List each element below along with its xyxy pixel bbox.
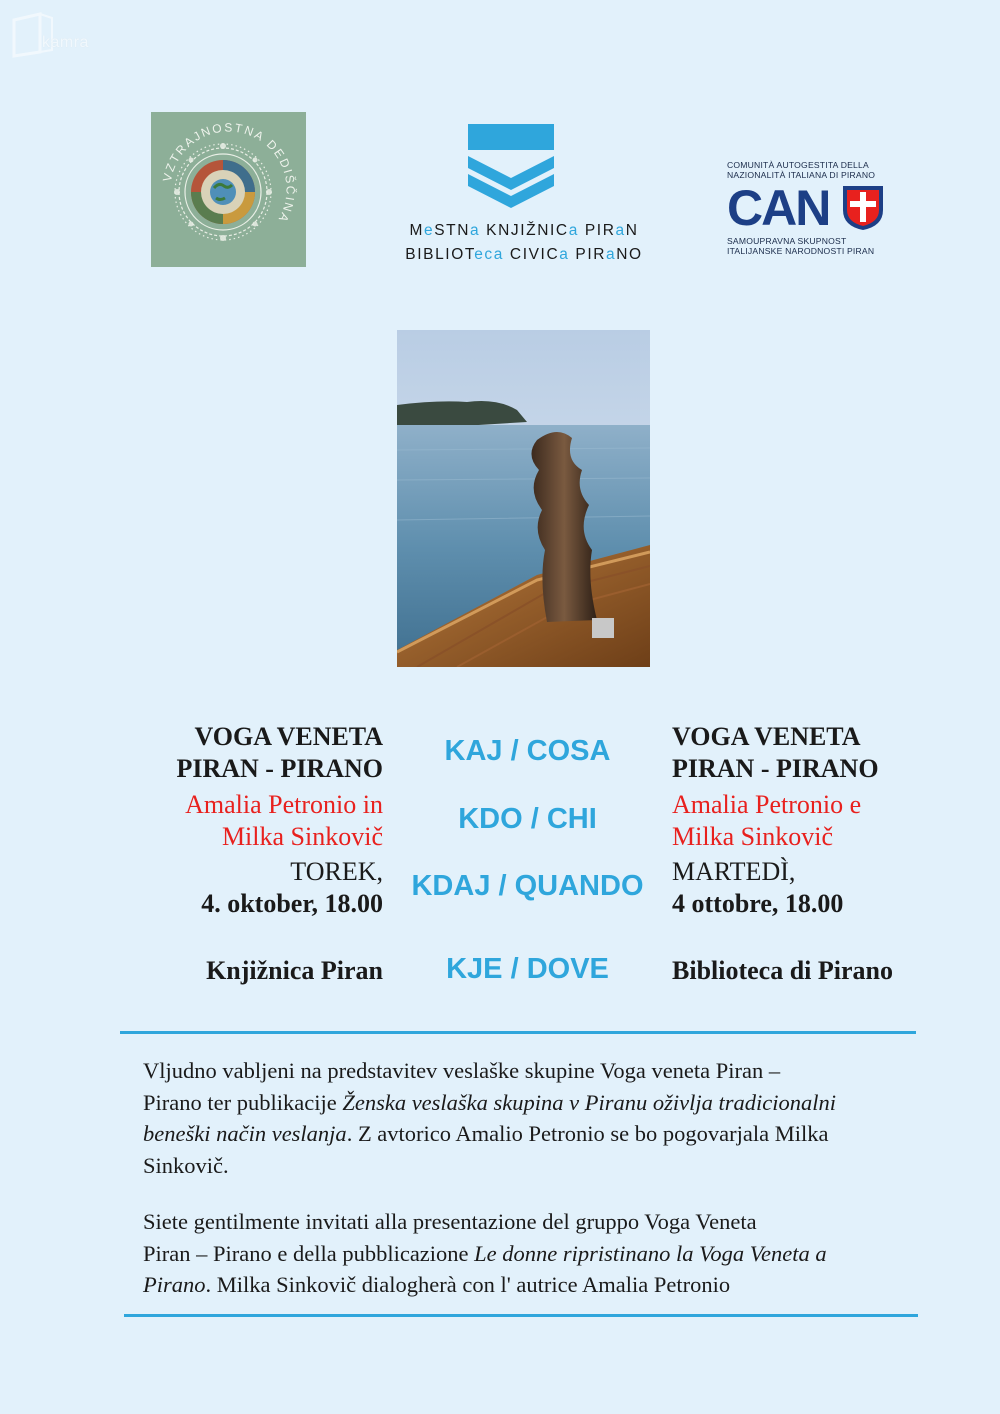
logo-ring-text: VZTRAJNOSTNA DEDIŠČINA (159, 120, 298, 226)
right-date: 4 ottobre, 18.00 (672, 889, 844, 918)
sl-line-2 (143, 1087, 923, 1119)
left-title-line-2: PIRAN - PIRANO (176, 754, 383, 783)
it-line-3 (143, 1269, 923, 1301)
label-when: KDAJ / QUANDO (411, 870, 644, 902)
left-date: 4. oktober, 18.00 (201, 889, 383, 918)
can-top-line-1: COMUNITÀ AUTOGESTITA DELLA (727, 160, 869, 170)
lib-text: N (625, 222, 639, 239)
sl-text: Pirano ter publikacije (143, 1089, 343, 1115)
lib-text: STN (434, 222, 471, 239)
invitation-italian (143, 1206, 923, 1301)
kamra-watermark (10, 12, 120, 58)
right-who-line-1: Amalia Petronio e (672, 790, 862, 819)
sl-publication-title-end: beneški način veslanja (143, 1121, 347, 1146)
sl-text: . Z avtorico Amalio Petronio se bo pogovarjala Milka (346, 1121, 829, 1146)
lib-text-accent: a (559, 246, 570, 263)
can-top-line-2: NAZIONALITÀ ITALIANA DI PIRANO (727, 170, 876, 180)
it-text: . Milka Sinkovič dialogherà con l' autrice Amalia Petronio (205, 1272, 731, 1297)
library-name-italian (384, 246, 664, 264)
lib-text-accent: e (423, 222, 435, 239)
right-who-line-2: Milka Sinkovič (672, 822, 834, 851)
library-name-slovene (384, 222, 664, 240)
it-line-2 (143, 1238, 923, 1270)
sl-line-4: Sinkovič. (143, 1152, 229, 1178)
can-mark-icon (725, 182, 890, 232)
divider-top (120, 1031, 916, 1034)
can-logo (725, 158, 890, 263)
lib-text: KNJIŽNIC (480, 222, 569, 239)
lib-text: PIR (569, 246, 607, 263)
left-who-line-1: Amalia Petronio in (185, 790, 383, 819)
it-line-1: Siete gentilmente invitati alla presentazione del gruppo Voga Veneta (143, 1209, 757, 1234)
label-where: KJE / DOVE (446, 953, 609, 985)
lib-text-accent: a (606, 246, 617, 263)
lib-text-accent: a (470, 222, 481, 239)
lib-text-accent: eca (474, 246, 504, 263)
watermark-text: kamra (42, 34, 89, 51)
label-what: KAJ / COSA (444, 735, 611, 767)
left-day: TOREK, (290, 857, 383, 886)
vztrajnostna-dediscina-logo (151, 112, 306, 267)
right-title-line-2: PIRAN - PIRANO (672, 754, 879, 783)
label-who: KDO / CHI (458, 803, 597, 835)
can-mark-text: CAN (727, 182, 830, 232)
lib-text: CIVIC (504, 246, 560, 263)
it-publication-title-end: Pirano (143, 1272, 206, 1297)
can-bottom-line-2: ITALIJANSKE NARODNOSTI PIRAN (727, 246, 875, 256)
library-waves-icon (466, 122, 566, 210)
it-publication-title: Le donne ripristinano la Voga Veneta a (474, 1240, 827, 1266)
lib-text: NO (616, 246, 643, 263)
right-title-line-1: VOGA VENETA (672, 722, 861, 751)
lib-text: BIBLIOT (405, 246, 475, 263)
mestna-knjiznica-piran-logo (384, 122, 664, 272)
divider-bottom (124, 1314, 918, 1317)
sl-publication-title: Ženska veslaška skupina v Piranu oživlja tradicionalni (342, 1089, 837, 1115)
right-day: MARTEDÌ, (672, 857, 796, 886)
right-place: Biblioteca di Pirano (672, 956, 893, 985)
lib-text: M (409, 222, 424, 239)
sl-line-1: Vljudno vabljeni na predstavitev veslaške skupine Voga veneta Piran – (143, 1058, 781, 1083)
it-text: Piran – Pirano e della pubblicazione (143, 1240, 475, 1266)
left-title-line-1: VOGA VENETA (194, 722, 383, 751)
lace-globe-emblem-icon (151, 112, 306, 267)
sl-line-3 (143, 1118, 923, 1150)
lib-text-accent: a (568, 222, 579, 239)
boat-forcola-photo (397, 330, 650, 667)
left-place: Knjižnica Piran (206, 956, 383, 985)
sea-boat-photo-image (397, 330, 650, 667)
invitation-slovene (143, 1055, 923, 1181)
lib-text-accent: a (615, 222, 626, 239)
left-who-line-2: Milka Sinkovič (221, 822, 383, 851)
lib-text: PIR (578, 222, 616, 239)
can-bottom-line-1: SAMOUPRAVNA SKUPNOST (727, 236, 847, 246)
